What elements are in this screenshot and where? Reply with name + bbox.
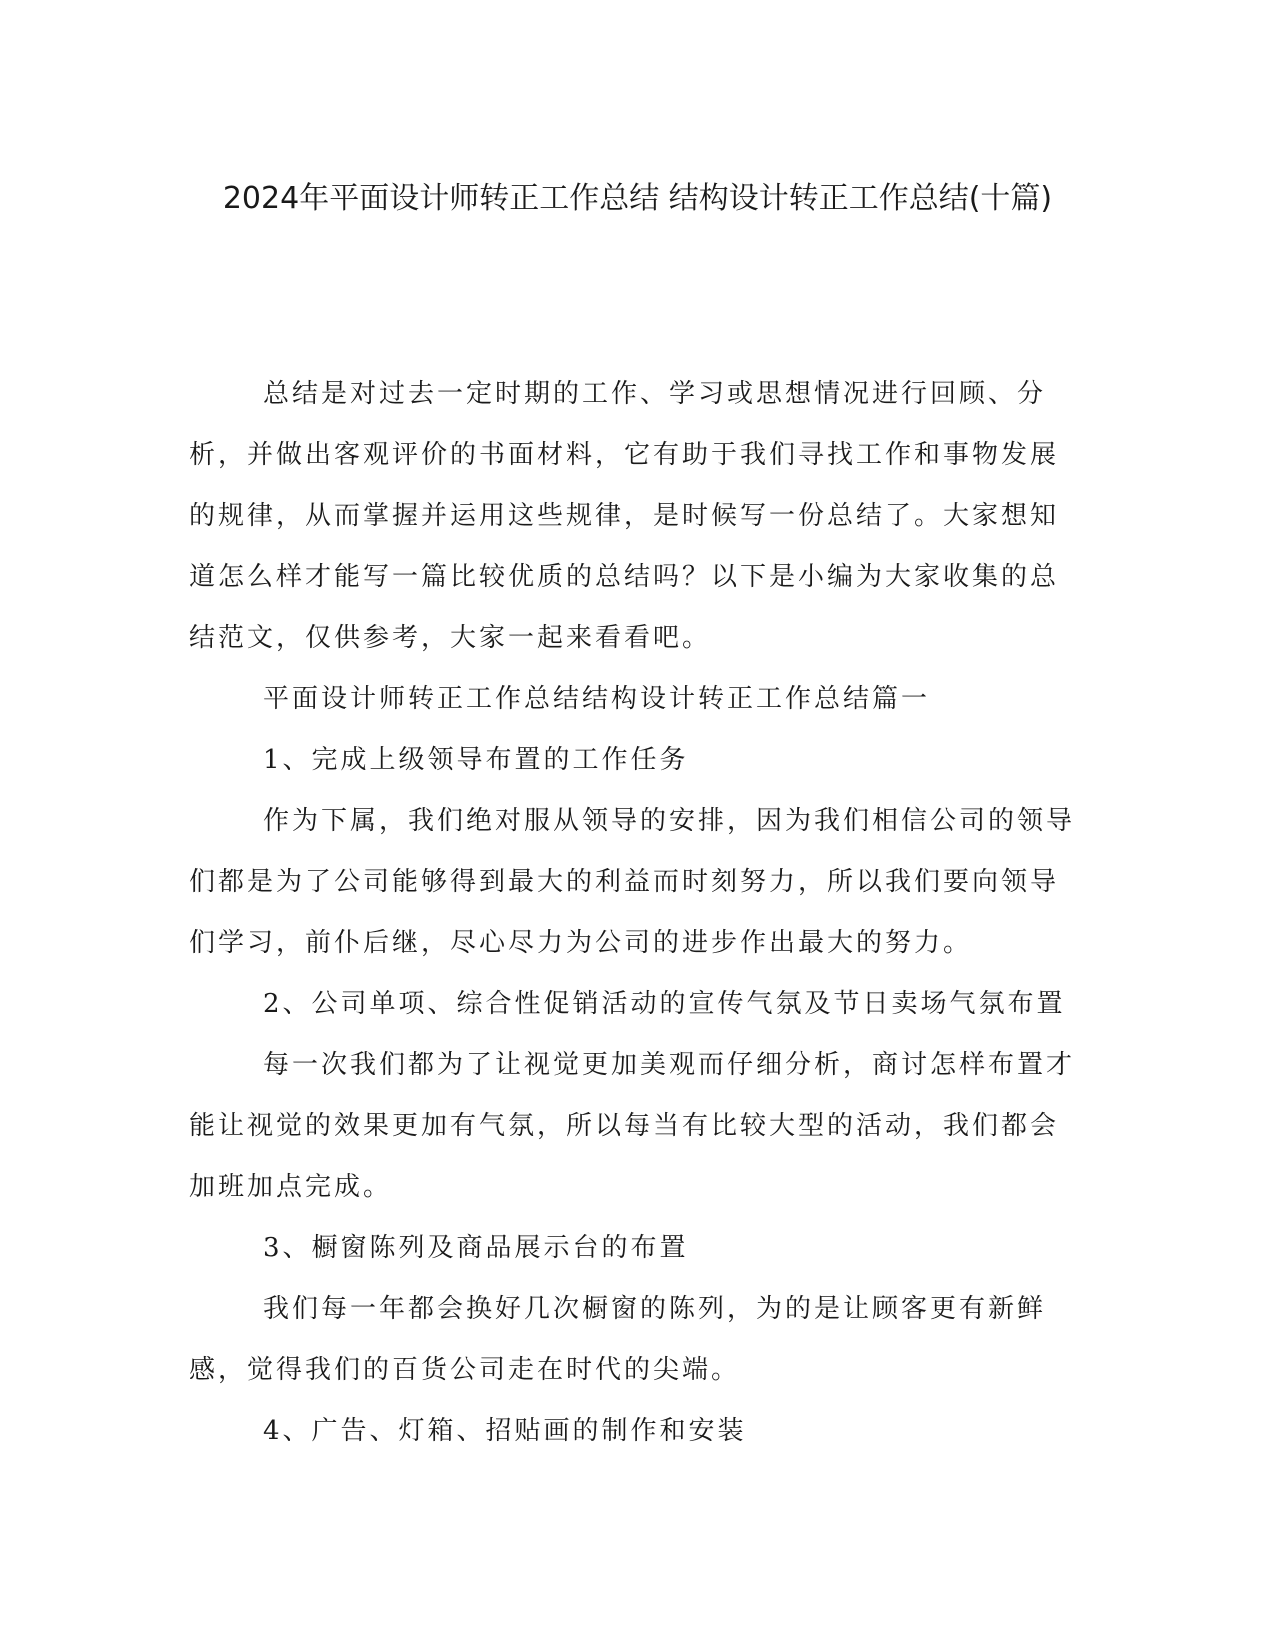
item-paragraph-2: 每一次我们都为了让视觉更加美观而仔细分析，商讨怎样布置才能让视觉的效果更加有气氛，所以每当有比较大型的活动，我们都会加班加点完成。 [189, 1050, 1076, 1202]
item-heading-1: 1、完成上级领导布置的工作任务 [263, 745, 689, 775]
document-body [189, 364, 1079, 1462]
item-heading-2: 2、公司单项、综合性促销活动的宣传气氛及节日卖场气氛布置 [263, 989, 1066, 1019]
item-heading-3: 3、橱窗陈列及商品展示台的布置 [263, 1233, 689, 1263]
section-heading: 平面设计师转正工作总结结构设计转正工作总结篇一 [263, 684, 931, 714]
document-title: 2024年平面设计师转正工作总结 结构设计转正工作总结(十篇) [222, 181, 1053, 216]
item-heading-4: 4、广告、灯箱、招贴画的制作和安装 [263, 1416, 747, 1446]
item-paragraph-3: 我们每一年都会换好几次橱窗的陈列，为的是让顾客更有新鲜感，觉得我们的百货公司走在时代的尖端。 [189, 1294, 1047, 1385]
item-paragraph-1: 作为下属，我们绝对服从领导的安排，因为我们相信公司的领导们都是为了公司能够得到最大的利益而时刻努力，所以我们要向领导们学习，前仆后继，尽心尽力为公司的进步作出最大的努力。 [189, 806, 1076, 958]
intro-paragraph: 总结是对过去一定时期的工作、学习或思想情况进行回顾、分析，并做出客观评价的书面材料，它有助于我们寻找工作和事物发展的规律，从而掌握并运用这些规律，是时候写一份总结了。大家想知道怎么样才能写一篇比较优质的总结吗？以下是小编为大家收集的总结范文，仅供参考，大家一起来看看吧。 [189, 379, 1060, 653]
